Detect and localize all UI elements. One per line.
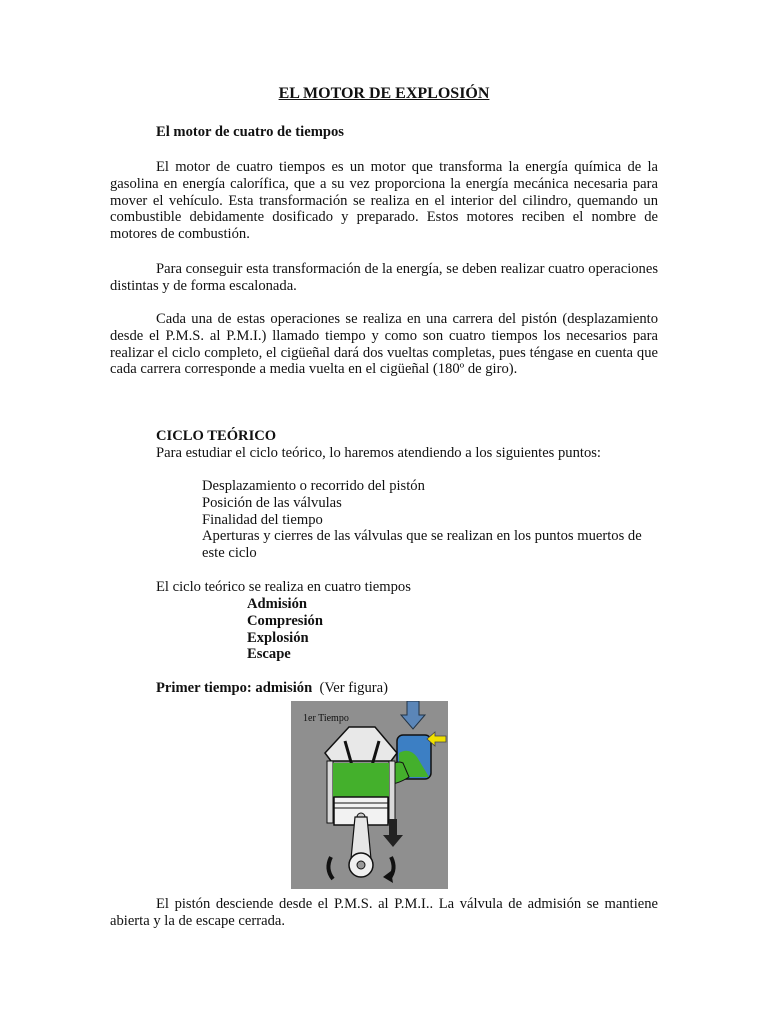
stage-item: Explosión [247, 629, 309, 646]
list-item: Posición de las válvulas [202, 494, 342, 511]
paragraph-intake: El pistón desciende desde el P.M.S. al P.M.I.. La válvula de admisión se mantiene abierta y la de escape cerrada. [110, 896, 658, 929]
stage-item: Compresión [247, 612, 323, 629]
section-subtitle: El motor de cuatro de tiempos [156, 124, 344, 140]
engine-diagram-illustration [291, 701, 448, 889]
paragraph-cycle: Cada una de estas operaciones se realiza en una carrera del pistón (desplazamiento desde el P.M.S. al P.M.I.) llamado tiempo y como son cuatro tiempos los necesarios para realizar el ciclo completo, el cigüeñal dará dos vueltas completas, pues téngase en cuenta que cada carrera corresponde a media vuelta en el cigüeñal (180º de giro). [110, 311, 658, 378]
stages-intro: El ciclo teórico se realiza en cuatro tiempos [156, 579, 411, 595]
document-title: EL MOTOR DE EXPLOSIÓN [278, 85, 490, 102]
ciclo-intro: Para estudiar el ciclo teórico, lo haremos atendiendo a los siguientes puntos: [156, 445, 601, 461]
first-time-heading: Primer tiempo: admisión (Ver figura) [156, 680, 388, 696]
fuel-mixture-shape [333, 763, 389, 797]
list-item: Aperturas y cierres de las válvulas que se realizan en los puntos muertos de este ciclo [202, 528, 642, 562]
stages-list [247, 596, 323, 663]
stage-item: Escape [247, 646, 291, 663]
stage-item: Admisión [247, 596, 308, 612]
paragraph-intro: El motor de cuatro tiempos es un motor que transforma la energía química de la gasolina en energía calorífica, que a su vez proporciona la energía mecánica necesaria para mover el vehículo. Esta transformación se realiza en el interior del cilindro, quemando un combustible debidamente dosificado y preparado. Estos motores reciben el nombre de motores de combustión. [110, 159, 658, 243]
list-item: Finalidad del tiempo [202, 511, 323, 528]
paragraph-operations: Para conseguir esta transformación de la energía, se deben realizar cuatro operaciones distintas y de forma escalonada. [110, 261, 658, 294]
engine-intake-figure [291, 701, 448, 889]
ciclo-heading: CICLO TEÓRICO [156, 428, 277, 444]
list-item: Desplazamiento o recorrido del pistón [202, 478, 425, 494]
ciclo-points-list [202, 478, 658, 562]
figure-label: 1er Tiempo [303, 713, 349, 724]
